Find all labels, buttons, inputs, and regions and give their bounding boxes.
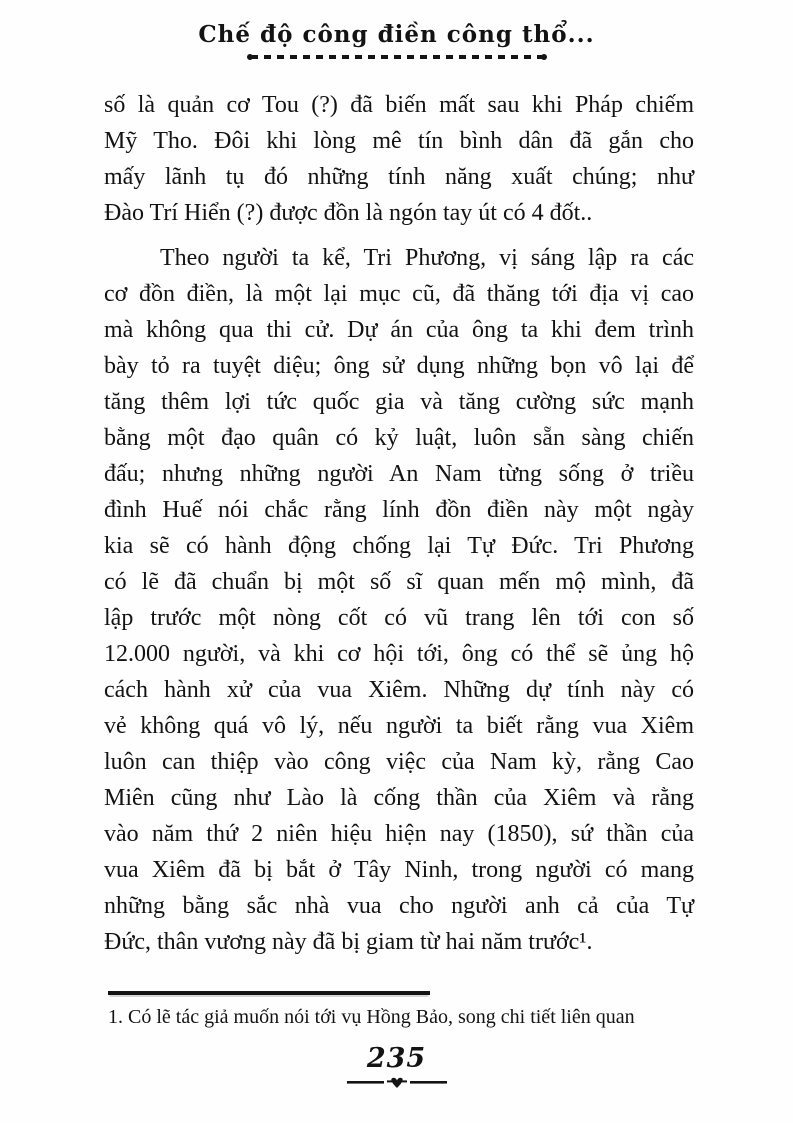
- text-line: cơ đồn điền, là một lại mục cũ, đã thăng tới địa vị cao: [104, 281, 694, 308]
- running-header-title: Chế độ công điền công thổ...: [198, 20, 595, 49]
- text-line: bằng một đạo quân có kỷ luật, luôn sẵn sàng chiến: [104, 425, 694, 452]
- text-line: Miên cũng như Lào là cống thần của Xiêm và rằng: [104, 785, 694, 812]
- text-line: có lẽ đã chuẩn bị một số sĩ quan mến mộ mình, đã: [104, 569, 694, 596]
- paragraph: [104, 240, 694, 960]
- text-line: vào năm thứ 2 niên hiệu hiện nay (1850), sứ thần của: [104, 821, 694, 848]
- text-line: lập trước một nòng cốt có vũ trang lên tới con số: [104, 605, 694, 632]
- text-line: mà không qua thi cử. Dự án của ông ta khi đem trình: [104, 317, 694, 344]
- page-footer: [0, 1045, 793, 1090]
- text-line: 12.000 người, và khi cơ hội tới, ông có thể sẽ ủng hộ: [104, 641, 694, 668]
- paragraph: [104, 87, 694, 231]
- text-line: mấy lãnh tụ đó những tính năng xuất chúng; như: [104, 164, 694, 191]
- text-line: tăng thêm lợi tức quốc gia và tăng cường sức mạnh: [104, 389, 694, 416]
- text-line: Mỹ Tho. Đôi khi lòng mê tín bình dân đã gắn cho: [104, 128, 694, 155]
- text-line: những bằng sắc nhà vua cho người anh cả của Tự: [104, 893, 694, 920]
- text-line: số là quản cơ Tou (?) đã biến mất sau khi Pháp chiếm: [104, 92, 694, 119]
- text-line: Đào Trí Hiển (?) được đồn là ngón tay út có 4 đốt..: [104, 200, 593, 227]
- page-number: 235: [366, 1043, 427, 1075]
- text-line: Theo người ta kể, Tri Phương, vị sáng lập ra các: [160, 245, 694, 272]
- text-line: vua Xiêm đã bị bắt ở Tây Ninh, trong người có mang: [104, 857, 694, 884]
- header-dashed-rule-icon: [251, 55, 543, 59]
- text-line: kia sẽ có hành động chống lại Tự Đức. Tri Phương: [104, 533, 694, 560]
- text-line: vẻ không quá vô lý, nếu người ta biết rằng vua Xiêm: [104, 713, 694, 740]
- text-line: đấu; nhưng những người An Nam từng sống ở triều: [104, 461, 694, 488]
- text-line: luôn can thiệp vào công việc của Nam kỳ, rằng Cao: [104, 749, 694, 776]
- text-line: đình Huế nói chắc rằng lính đồn điền này một ngày: [104, 497, 694, 524]
- footer-ornament-icon: [347, 1074, 447, 1090]
- text-line: Đức, thân vương này đã bị giam từ hai năm trước¹.: [104, 929, 593, 956]
- running-header: [0, 0, 793, 59]
- text-line: bày tỏ ra tuyệt diệu; ông sử dụng những bọn vô lại để: [104, 353, 694, 380]
- footnote-text: 1. Có lẽ tác giả muốn nói tới vụ Hồng Bảo, song chi tiết liên quan: [108, 1006, 635, 1029]
- text-line: cách hành xử của vua Xiêm. Những dự tính này có: [104, 677, 694, 704]
- footnote-separator-rule: [108, 991, 430, 995]
- body-text: [104, 87, 694, 960]
